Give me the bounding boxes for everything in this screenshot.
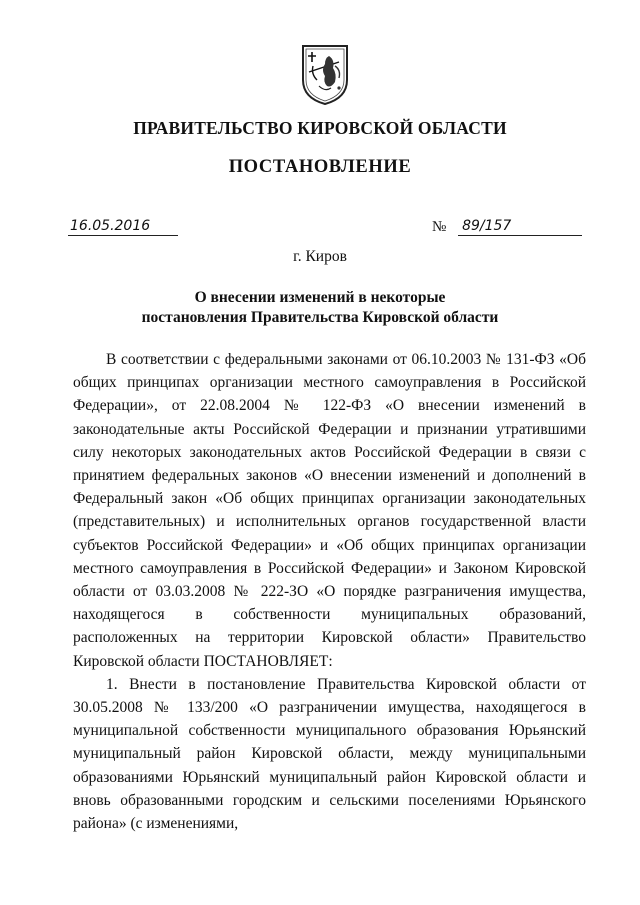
kirov-coat-of-arms-icon — [299, 42, 351, 106]
number-sign: № — [432, 219, 447, 235]
document-city: г. Киров — [293, 248, 347, 265]
body-paragraph-1: В соответствии с федеральными законами от 06.10.2003 № 131-ФЗ «Об общих принципах организации местного самоуправления в Российской Федерации», от 22.08.2004 № 122-ФЗ «О внесении изменений в законодательные акты Российской Федерации и признании утратившими силу некоторых законодательных актов Российской Федерации в связи с принятием федеральных законов «О внесении изменений и дополнений в Федеральный закон «Об общих принципах организации законодательных (представительных) и исполнительных органов государственной власти субъектов Российской Федерации» и «Об общих принципах организации местного самоуправления в Российской Федерации» и Законом Кировской области от 03.03.2008 № 222-ЗО «О порядке разграничения имущества, находящегося в собственности муниципальных образований, расположенных на территории Кировской области» Правительство Кировской области ПОСТАНОВЛЯЕТ: — [73, 351, 586, 670]
document-type-title: ПОСТАНОВЛЕНИЕ — [228, 157, 412, 177]
document-number-field — [432, 217, 582, 236]
document-body — [73, 348, 586, 835]
document-number: 89/157 — [458, 217, 582, 236]
subject-line-2: постановления Правительства Кировской области — [141, 309, 499, 326]
document-date: 16.05.2016 — [68, 217, 178, 236]
document-subject — [0, 288, 640, 328]
organization-title: ПРАВИТЕЛЬСТВО КИРОВСКОЙ ОБЛАСТИ — [133, 118, 507, 138]
subject-line-1: О внесении изменений в некоторые — [194, 289, 446, 306]
body-paragraph-2: 1. Внести в постановление Правительства Кировской области от 30.05.2008 № 133/200 «О разграничении имущества, находящегося в муниципальной собственности муниципального образования Юрьянский муниципальный район Кировской области, между муниципальными образованиями Юрьянский муниципальный район Кировской области и вновь образованными городским и сельскими поселениями Юрьянского района» (с изменениями, — [73, 675, 586, 833]
